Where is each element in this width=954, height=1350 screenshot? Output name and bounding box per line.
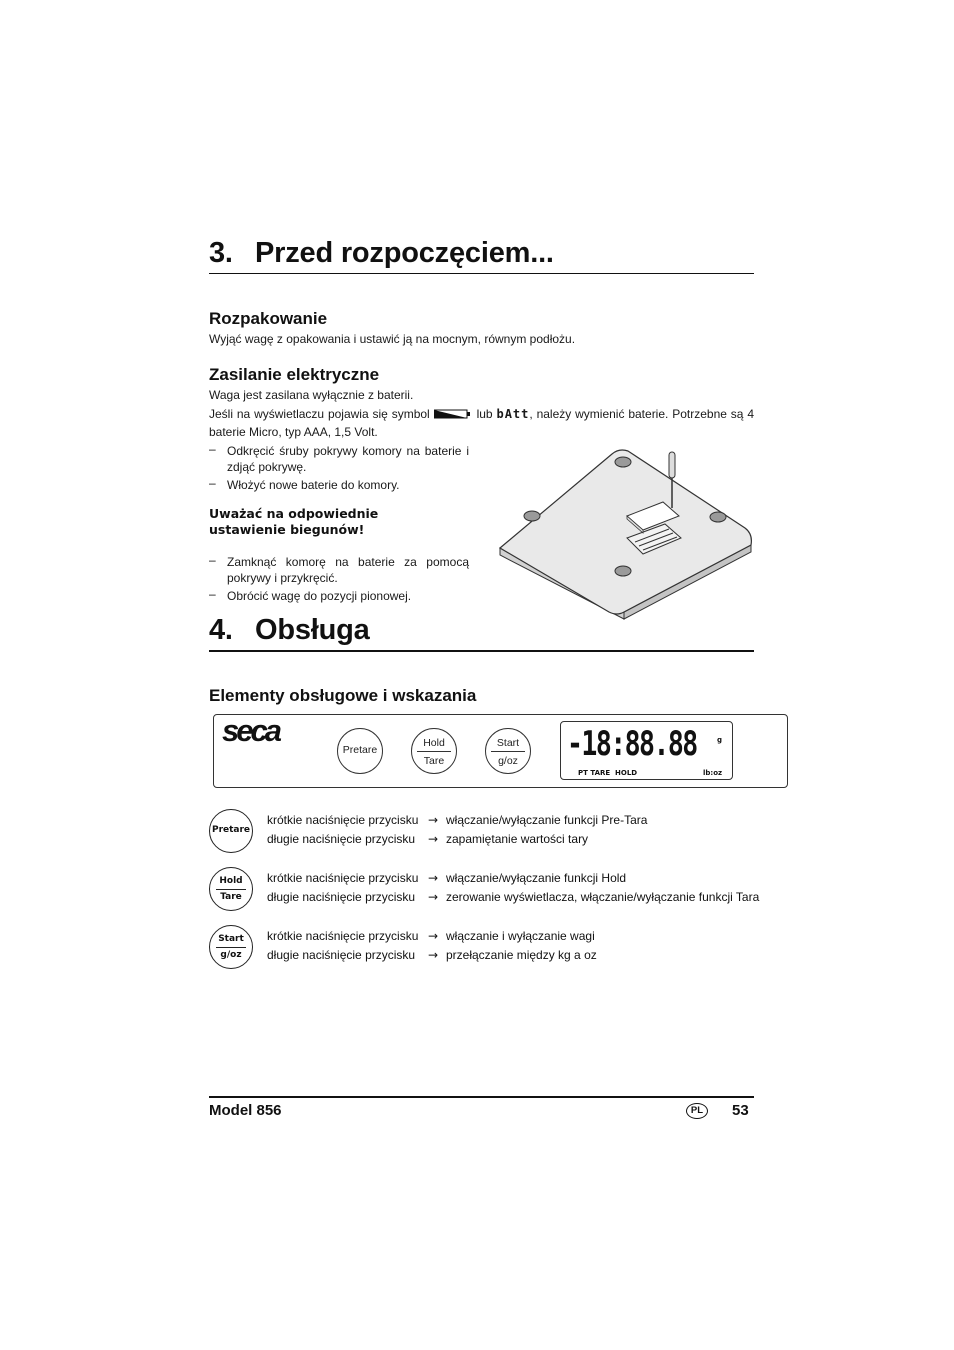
power-line-2-pre: Jeśli na wyświetlaczu pojawia się symbol xyxy=(209,407,430,421)
power-line-2-mid: lub xyxy=(476,407,493,421)
start-long-press: długie naciśnięcie przycisku xyxy=(267,948,416,962)
battery-low-icon xyxy=(434,406,470,416)
unpacking-text: Wyjąć wagę z opakowania i ustawić ją na mocnym, równym podłożu. xyxy=(209,332,576,346)
warning-note xyxy=(209,506,469,538)
goz-icon-label: g/oz xyxy=(220,950,242,960)
tare-icon-label: Tare xyxy=(220,892,242,902)
start-short-press: krótkie naciśnięcie przycisku xyxy=(267,929,419,943)
section-number: 4. xyxy=(209,614,233,646)
pretare-button-label: Pretare xyxy=(342,744,378,756)
pretare-short-result: włączanie/wyłączanie funkcji Pre-Tara xyxy=(446,813,648,827)
lcd-display xyxy=(560,721,733,780)
pretare-button[interactable] xyxy=(337,728,383,774)
hold-tare-button-icon xyxy=(209,867,253,911)
arrow-icon: → xyxy=(428,890,439,904)
pretare-short-press: krótkie naciśnięcie przycisku xyxy=(267,813,419,827)
heading-controls: Elementy obsługowe i wskazania xyxy=(209,686,477,705)
lcd-unit-lboz: lb:oz xyxy=(703,769,723,777)
start-goz-button-icon xyxy=(209,925,253,969)
title-rule xyxy=(209,273,754,274)
heading-unpacking: Rozpakowanie xyxy=(209,309,328,328)
language-badge: PL xyxy=(686,1103,708,1119)
section-4-title xyxy=(209,613,754,647)
lcd-indicators: PT TARE HOLD xyxy=(578,769,638,777)
button-divider xyxy=(216,889,246,890)
start-long-result: przełączanie między kg a oz xyxy=(446,948,597,962)
start-goz-button[interactable] xyxy=(485,728,531,774)
heading-power: Zasilanie elektryczne xyxy=(209,365,380,384)
page-number: 53 xyxy=(732,1102,749,1119)
power-line-3: baterie Micro, typ AAA, 1,5 Volt. xyxy=(209,425,378,439)
power-line-1: Waga jest zasilana wyłącznie z baterii. xyxy=(209,388,414,402)
button-divider xyxy=(417,751,451,752)
warning-line-1: Uważać na odpowiednie xyxy=(209,506,379,521)
step-3-line-2: pokrywy i przykręcić. xyxy=(227,571,338,585)
batt-code: bAtt xyxy=(496,407,530,421)
power-line-2-post: , należy wymienić baterie. Potrzebne są 4 xyxy=(529,407,754,421)
pretare-long-result: zapamiętanie wartości tary xyxy=(446,832,589,846)
lcd-digits: -18:88.88 xyxy=(567,724,697,764)
arrow-icon: → xyxy=(428,948,439,962)
hold-short-press: krótkie naciśnięcie przycisku xyxy=(267,871,419,885)
start-short-result: włączanie i wyłączanie wagi xyxy=(446,929,595,943)
hold-tare-button[interactable] xyxy=(411,728,457,774)
warning-line-2: ustawienie biegunów! xyxy=(209,522,365,537)
step-4: Obrócić wagę do pozycji pionowej. xyxy=(227,589,412,603)
section-title-text: Przed rozpoczęciem... xyxy=(255,237,554,269)
tare-label: Tare xyxy=(423,755,445,767)
scale-battery-illustration xyxy=(497,448,753,620)
button-divider xyxy=(216,947,246,948)
arrow-icon: → xyxy=(428,871,439,885)
pretare-long-press: długie naciśnięcie przycisku xyxy=(267,832,416,846)
seca-logo: seca xyxy=(222,713,279,748)
section-title-text: Obsługa xyxy=(255,614,370,646)
step-1-line-1: Odkręcić śruby pokrywy komory na baterie i xyxy=(227,444,469,458)
goz-label: g/oz xyxy=(498,755,518,767)
button-divider xyxy=(491,751,525,752)
title-rule xyxy=(209,650,754,652)
list-dash: – xyxy=(209,476,216,490)
list-dash: – xyxy=(209,442,216,456)
footer-model: Model 856 xyxy=(209,1102,282,1119)
step-1-line-2: zdjąć pokrywę. xyxy=(227,460,307,474)
arrow-icon: → xyxy=(428,832,439,846)
pretare-icon-label: Pretare xyxy=(211,825,251,835)
step-2: Włożyć nowe baterie do komory. xyxy=(227,478,400,492)
arrow-icon: → xyxy=(428,813,439,827)
list-dash: – xyxy=(209,587,216,601)
power-line-2 xyxy=(209,405,754,423)
arrow-icon: → xyxy=(428,929,439,943)
start-icon-label: Start xyxy=(218,934,244,944)
hold-short-result: włączanie/wyłączanie funkcji Hold xyxy=(446,871,627,885)
lcd-unit-g: g xyxy=(717,736,723,744)
section-number: 3. xyxy=(209,237,233,269)
footer-rule xyxy=(209,1096,754,1098)
hold-long-press: długie naciśnięcie przycisku xyxy=(267,890,416,904)
hold-long-result: zerowanie wyświetlacza, włączanie/wyłączanie funkcji Tara xyxy=(446,890,760,904)
list-dash: – xyxy=(209,553,216,567)
hold-icon-label: Hold xyxy=(219,876,243,886)
section-3-title xyxy=(209,236,754,270)
step-3-line-1: Zamknąć komorę na baterie za pomocą xyxy=(227,555,469,569)
hold-label: Hold xyxy=(423,737,445,749)
pretare-button-icon xyxy=(209,809,253,853)
start-label: Start xyxy=(496,737,520,749)
